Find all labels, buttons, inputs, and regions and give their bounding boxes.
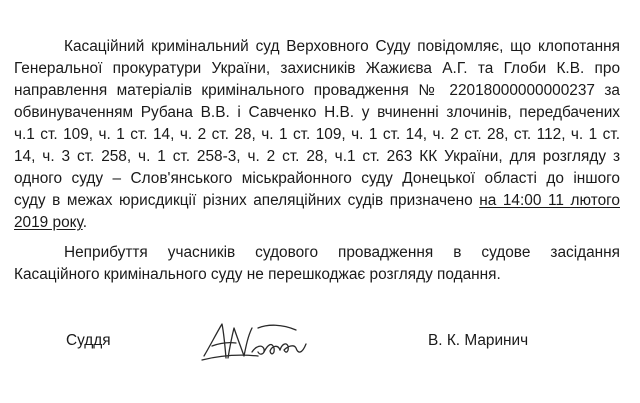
notice-p1-line8: [14, 190, 620, 211]
notice-p1-line4: обвинуваченням Рубана В.В. і Савченко Н.В. у вчиненні злочинів, передбачених: [14, 104, 620, 121]
judge-name: В. К. Маринич: [428, 332, 529, 349]
notice-p1-line8-text: суду в межах юрисдикції різних апеляційних судів призначено: [14, 192, 480, 209]
notice-p2-line2: Касаційного кримінального суду не перешкоджає розгляду подання.: [14, 266, 501, 283]
handwritten-signature: [198, 316, 310, 368]
notice-p1-line6: 14, ч. 3 ст. 258, ч. 1 ст. 258-3, ч. 2 ст. 28, ч.1 ст. 263 КК України, для розгляду з: [14, 148, 620, 165]
notice-p1-line9-end: .: [82, 214, 87, 231]
notice-p1-line5: ч.1 ст. 109, ч. 1 ст. 14, ч. 2 ст. 28, ч. 1 ст. 109, ч. 1 ст. 14, ч. 2 ст. 28, ст. 112, ч. 1 ст.: [14, 126, 620, 143]
notice-p1-line9: [14, 212, 620, 233]
notice-p1-line1: Касаційний кримінальний суд Верховного Суду повідомляє, що клопотання: [64, 38, 620, 55]
notice-p1-line2: Генеральної прокуратури України, захисників Жажиєва А.Г. та Глоби К.В. про: [14, 60, 620, 77]
hearing-date-part1: на 14:00 11 лютого: [479, 192, 620, 209]
notice-p2-line1: Неприбуття учасників судового провадження в судове засідання: [64, 244, 620, 261]
notice-p1-line7: одного суду – Слов'янського міськрайонного суду Донецької області до іншого: [14, 170, 620, 187]
hearing-date-part2: 2019 року: [14, 214, 83, 231]
judge-role-label: Суддя: [66, 332, 111, 349]
notice-p1-line3: направлення матеріалів кримінального провадження № 22018000000000237 за: [14, 82, 620, 99]
